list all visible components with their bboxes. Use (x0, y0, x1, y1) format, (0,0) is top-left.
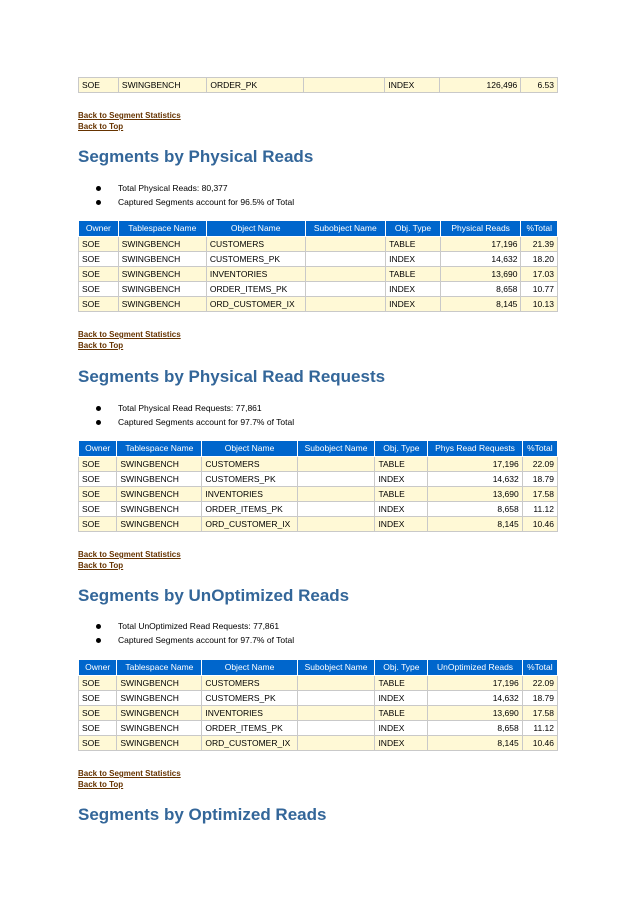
column-header: %Total (522, 660, 557, 676)
table-cell: TABLE (375, 676, 428, 691)
back-to-top-link[interactable]: Back to Top (78, 780, 124, 789)
table-cell: 10.77 (521, 282, 558, 297)
table-cell: 17.58 (522, 706, 557, 721)
table-cell: 18.79 (522, 691, 557, 706)
table-cell: SOE (79, 472, 117, 487)
table-cell: 8,145 (428, 517, 522, 532)
previous-table-tail (78, 77, 558, 93)
table-cell: SWINGBENCH (117, 472, 202, 487)
table-cell: INDEX (386, 252, 441, 267)
table-cell: SOE (79, 736, 117, 751)
list-item: Total Physical Reads: 80,377 (96, 181, 294, 195)
table-cell: CUSTOMERS (206, 237, 305, 252)
table-cell: SWINGBENCH (117, 676, 202, 691)
table-cell: CUSTOMERS (202, 457, 297, 472)
back-to-segment-statistics-link[interactable]: Back to Segment Statistics (78, 769, 181, 778)
table-cell (297, 676, 375, 691)
table-cell: 11.12 (522, 721, 557, 736)
table-cell: SWINGBENCH (117, 691, 202, 706)
table-cell: SWINGBENCH (117, 517, 202, 532)
table-cell: ORD_CUSTOMER_IX (206, 297, 305, 312)
table-cell: 17,196 (428, 457, 522, 472)
table-cell: INVENTORIES (202, 706, 297, 721)
segments-physical-read-requests-table (78, 440, 558, 532)
table-row (79, 457, 558, 472)
column-header: Owner (79, 660, 117, 676)
table-cell: INDEX (375, 517, 428, 532)
column-header: UnOptimized Reads (428, 660, 522, 676)
table-cell: INDEX (386, 297, 441, 312)
table-cell: TABLE (375, 457, 428, 472)
table-cell (305, 297, 386, 312)
section-title: Segments by Physical Read Requests (78, 367, 386, 386)
table-cell: SWINGBENCH (117, 736, 202, 751)
column-header: Object Name (206, 221, 305, 237)
table-cell: 8,658 (440, 282, 521, 297)
table-cell: SWINGBENCH (118, 267, 206, 282)
segments-unoptimized-reads-table (78, 659, 558, 751)
table-cell: 17,196 (428, 676, 522, 691)
table-row (79, 472, 558, 487)
table-cell: 21.39 (521, 237, 558, 252)
table-cell: 17.58 (522, 487, 557, 502)
table-cell: INDEX (375, 472, 428, 487)
column-header: Phys Read Requests (428, 441, 522, 457)
table-cell (297, 457, 375, 472)
table-cell: INDEX (385, 78, 440, 93)
section-title: Segments by Optimized Reads (78, 805, 327, 824)
table-row (79, 237, 558, 252)
table-cell: TABLE (386, 267, 441, 282)
table-cell: 8,145 (440, 297, 521, 312)
table-row (79, 252, 558, 267)
table-cell: SWINGBENCH (117, 721, 202, 736)
table-cell: SWINGBENCH (118, 252, 206, 267)
column-header: Obj. Type (386, 221, 441, 237)
table-cell: INDEX (375, 736, 428, 751)
table-cell (297, 517, 375, 532)
table-cell: SWINGBENCH (117, 487, 202, 502)
table-cell: SOE (79, 721, 117, 736)
column-header: Owner (79, 441, 117, 457)
table-cell: 22.09 (522, 457, 557, 472)
table-cell: ORD_CUSTOMER_IX (202, 736, 297, 751)
table-cell: INDEX (375, 721, 428, 736)
column-header: Tablespace Name (118, 221, 206, 237)
bullet-icon (96, 186, 101, 191)
column-header: Object Name (202, 660, 297, 676)
table-row (79, 502, 558, 517)
section-title: Segments by UnOptimized Reads (78, 586, 350, 605)
table-header-row (79, 221, 558, 237)
table-cell (305, 282, 386, 297)
table-cell: SOE (79, 691, 117, 706)
table-cell: 17,196 (440, 237, 521, 252)
list-item: Total Physical Read Requests: 77,861 (96, 401, 294, 415)
table-cell: SWINGBENCH (118, 282, 206, 297)
table-cell: 14,632 (440, 252, 521, 267)
column-header: Owner (79, 221, 119, 237)
back-to-top-link[interactable]: Back to Top (78, 561, 124, 570)
table-cell: INDEX (386, 282, 441, 297)
table-row (79, 517, 558, 532)
back-to-segment-statistics-link[interactable]: Back to Segment Statistics (78, 550, 181, 559)
table-cell: SWINGBENCH (117, 706, 202, 721)
table-cell: ORD_CUSTOMER_IX (202, 517, 297, 532)
table-cell: SOE (79, 78, 119, 93)
table-cell: SOE (79, 517, 117, 532)
column-header: Subobject Name (305, 221, 386, 237)
column-header: %Total (521, 221, 558, 237)
table-cell (297, 691, 375, 706)
table-cell: CUSTOMERS (202, 676, 297, 691)
back-to-top-link[interactable]: Back to Top (78, 122, 124, 131)
back-to-top-link[interactable]: Back to Top (78, 341, 124, 350)
column-header: Tablespace Name (117, 441, 202, 457)
table-cell: 11.12 (522, 502, 557, 517)
table-cell (297, 472, 375, 487)
table-header-row (79, 660, 558, 676)
nav-links (78, 549, 181, 571)
bullet-icon (96, 406, 101, 411)
table-row (79, 736, 558, 751)
column-header: Physical Reads (440, 221, 521, 237)
column-header: Object Name (202, 441, 297, 457)
table-cell: 13,690 (440, 267, 521, 282)
table-cell: ORDER_ITEMS_PK (202, 721, 297, 736)
table-cell: SOE (79, 237, 119, 252)
table-cell: 10.46 (522, 517, 557, 532)
table-cell: SOE (79, 282, 119, 297)
table-row (79, 297, 558, 312)
column-header: Tablespace Name (117, 660, 202, 676)
table-cell: ORDER_ITEMS_PK (206, 282, 305, 297)
table-cell: INVENTORIES (202, 487, 297, 502)
table-cell: ORDER_ITEMS_PK (202, 502, 297, 517)
column-header: Obj. Type (375, 441, 428, 457)
table-row (79, 267, 558, 282)
section-summary-list (96, 619, 294, 647)
bullet-icon (96, 420, 101, 425)
nav-links (78, 110, 181, 132)
table-cell: CUSTOMERS_PK (202, 472, 297, 487)
table-cell: SWINGBENCH (118, 297, 206, 312)
table-cell: 6.53 (521, 78, 558, 93)
list-item: Captured Segments account for 96.5% of Total (96, 195, 294, 209)
table-cell: 126,496 (440, 78, 521, 93)
nav-links (78, 768, 181, 790)
nav-links (78, 329, 181, 351)
table-cell (304, 78, 385, 93)
table-row (79, 487, 558, 502)
table-cell: 8,658 (428, 721, 522, 736)
table-cell: CUSTOMERS_PK (206, 252, 305, 267)
table-cell: 14,632 (428, 472, 522, 487)
table-cell: 13,690 (428, 487, 522, 502)
bullet-icon (96, 200, 101, 205)
table-cell: TABLE (375, 706, 428, 721)
table-cell: 8,658 (428, 502, 522, 517)
list-item: Captured Segments account for 97.7% of Total (96, 415, 294, 429)
table-cell (297, 502, 375, 517)
table-cell: 13,690 (428, 706, 522, 721)
table-cell: 18.20 (521, 252, 558, 267)
table-row (79, 721, 558, 736)
table-cell: ORDER_PK (207, 78, 304, 93)
table-cell: TABLE (386, 237, 441, 252)
table-cell: SOE (79, 457, 117, 472)
table-cell: 22.09 (522, 676, 557, 691)
table-row (79, 78, 558, 93)
table-cell: INDEX (375, 691, 428, 706)
table-cell: SOE (79, 267, 119, 282)
table-row (79, 282, 558, 297)
list-item: Captured Segments account for 97.7% of Total (96, 633, 294, 647)
column-header: Subobject Name (297, 660, 375, 676)
table-cell: SWINGBENCH (117, 457, 202, 472)
column-header: Subobject Name (297, 441, 375, 457)
table-row (79, 676, 558, 691)
table-header-row (79, 441, 558, 457)
table-cell: 14,632 (428, 691, 522, 706)
table-cell: SOE (79, 502, 117, 517)
table-cell: 8,145 (428, 736, 522, 751)
table-cell: SWINGBENCH (117, 502, 202, 517)
back-to-segment-statistics-link[interactable]: Back to Segment Statistics (78, 330, 181, 339)
column-header: Obj. Type (375, 660, 428, 676)
table-row (79, 691, 558, 706)
table-cell: SOE (79, 676, 117, 691)
segments-physical-reads-table (78, 220, 558, 312)
table-cell: SWINGBENCH (118, 237, 206, 252)
table-cell: SOE (79, 297, 119, 312)
table-cell: SWINGBENCH (118, 78, 206, 93)
table-cell: 17.03 (521, 267, 558, 282)
table-cell: 18.79 (522, 472, 557, 487)
table-cell: TABLE (375, 487, 428, 502)
table-cell: 10.13 (521, 297, 558, 312)
section-summary-list (96, 401, 294, 429)
bullet-icon (96, 624, 101, 629)
table-cell: SOE (79, 252, 119, 267)
table-cell: SOE (79, 706, 117, 721)
back-to-segment-statistics-link[interactable]: Back to Segment Statistics (78, 111, 181, 120)
column-header: %Total (522, 441, 557, 457)
table-cell: 10.46 (522, 736, 557, 751)
table-row (79, 706, 558, 721)
list-item: Total UnOptimized Read Requests: 77,861 (96, 619, 294, 633)
bullet-icon (96, 638, 101, 643)
table-cell (297, 487, 375, 502)
table-cell (297, 736, 375, 751)
section-title: Segments by Physical Reads (78, 147, 314, 166)
table-cell: CUSTOMERS_PK (202, 691, 297, 706)
table-cell: INDEX (375, 502, 428, 517)
table-cell (297, 721, 375, 736)
table-cell (305, 237, 386, 252)
table-cell (305, 267, 386, 282)
table-cell: INVENTORIES (206, 267, 305, 282)
section-summary-list (96, 181, 294, 209)
table-cell: SOE (79, 487, 117, 502)
table-cell (297, 706, 375, 721)
table-cell (305, 252, 386, 267)
